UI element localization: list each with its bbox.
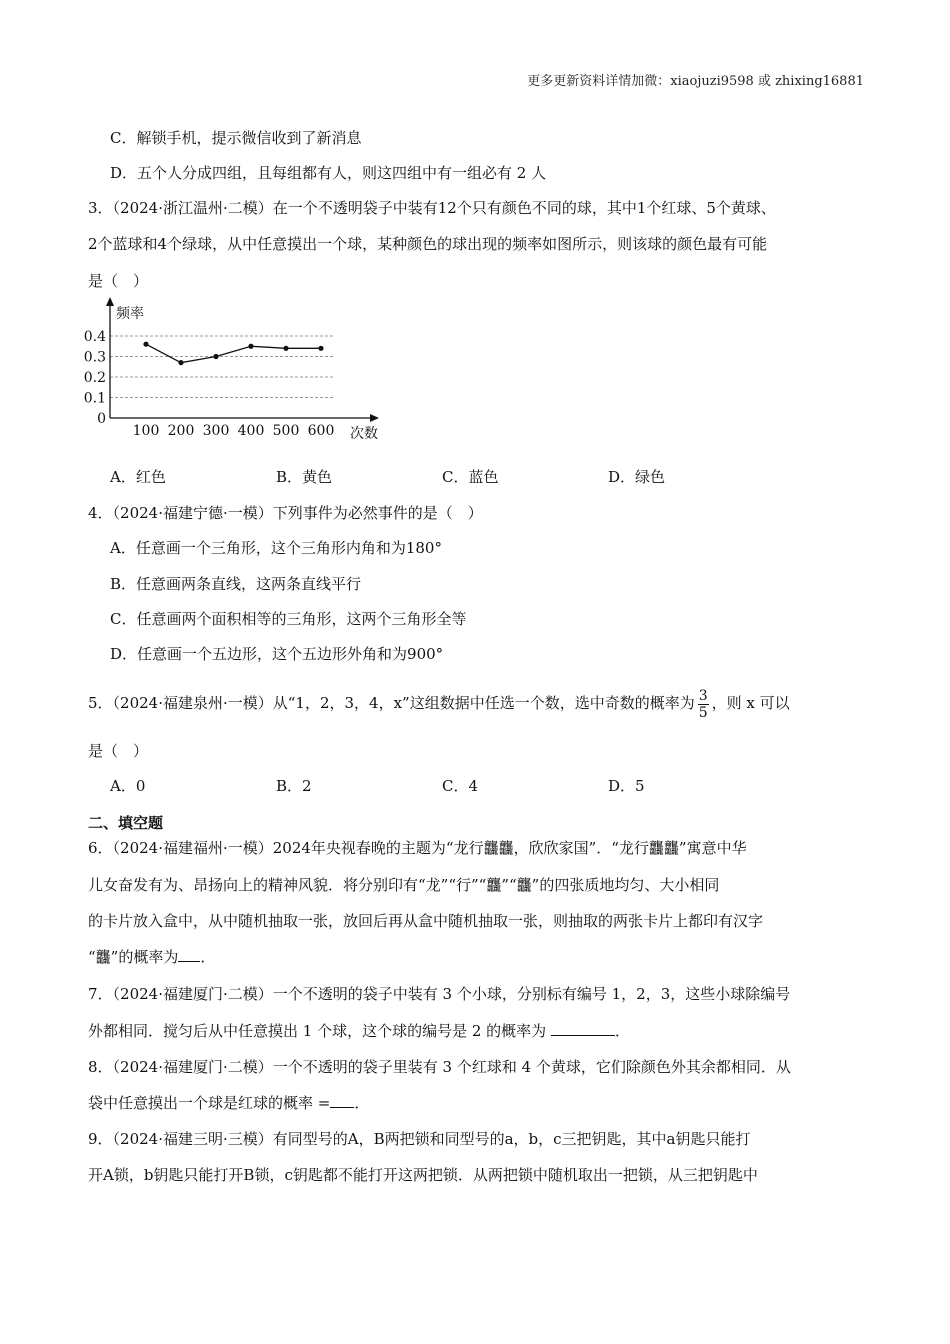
q4-option-a: A．任意画一个三角形，这个三角形内角和为180° xyxy=(110,539,442,557)
q3-option-c: C．蓝色 xyxy=(442,468,499,486)
q3-line2: 2个蓝球和4个绿球，从中任意摸出一个球，某种颜色的球出现的频率如图所示，则该球的颜色最有可能 xyxy=(88,235,768,253)
q4-option-c: C．任意画两个面积相等的三角形，这两个三角形全等 xyxy=(110,610,467,628)
chart-ytick-label: 0.4 xyxy=(83,329,106,345)
chart-data-point xyxy=(318,346,323,351)
q5-fraction xyxy=(698,688,709,721)
q8-line2-end: ． xyxy=(354,1094,370,1112)
q5-stem-before: 5．（2024·福建泉州·一模）从“1，2，3，4，x”这组数据中任选一个数，选中奇数的概率为 xyxy=(88,694,695,712)
q8-line2-text: 袋中任意摸出一个球是红球的概率 = xyxy=(88,1094,331,1112)
header-note: 更多更新资料详情加微：xiaojuzi9598 或 zhixing16881 xyxy=(527,74,864,89)
q8-line1: 8．（2024·福建厦门·二模）一个不透明的袋子里装有 3 个红球和 4 个黄球，它们除颜色外其余都相同．从 xyxy=(88,1058,791,1076)
q8-answer-blank[interactable] xyxy=(330,1093,354,1108)
chart-xtick-label: 400 xyxy=(237,423,265,439)
q7-answer-blank[interactable] xyxy=(551,1021,615,1036)
chart-ytick-label: 0.2 xyxy=(83,370,106,386)
chart-data-point xyxy=(248,344,253,349)
q6-line4 xyxy=(88,946,215,968)
chart-ytick-label: 0.3 xyxy=(83,349,106,366)
q7-line2 xyxy=(88,1020,630,1042)
chart-xtick-label: 600 xyxy=(307,423,335,439)
q9-line2: 开A锁，b钥匙只能打开B锁，c钥匙都不能打开这两把锁．从两把锁中随机取出一把锁，从三把钥匙中 xyxy=(88,1166,758,1184)
q3-option-b: B．黄色 xyxy=(276,468,333,486)
q5-line2: 是（ ） xyxy=(88,742,149,760)
chart-xlabel: 次数 xyxy=(350,426,378,442)
chart-ytick-label: 0 xyxy=(97,411,106,427)
chart-xtick-label: 500 xyxy=(272,423,300,439)
q7-line2-end: ． xyxy=(614,1022,630,1040)
chart-xtick-label: 100 xyxy=(132,423,160,439)
q5-fraction-denominator: 5 xyxy=(698,704,708,721)
q3-option-d: D．绿色 xyxy=(608,468,666,486)
chart-data-point xyxy=(178,360,183,365)
chart-xtick-label: 300 xyxy=(202,423,230,439)
q5-stem-line xyxy=(88,686,790,721)
q4-stem: 4．（2024·福建宁德·一模）下列事件为必然事件的是（ ） xyxy=(88,504,483,522)
chart-ytick-label: 0.1 xyxy=(83,390,106,407)
chart-data-point xyxy=(283,346,288,351)
q5-option-b: B．2 xyxy=(276,777,312,795)
q6-answer-blank[interactable] xyxy=(178,947,200,962)
section-title-fill-in: 二、填空题 xyxy=(88,814,164,832)
chart-y-axis-arrow xyxy=(106,297,114,306)
q3-line3: 是（ ） xyxy=(88,272,149,290)
q2-option-d: D．五个人分成四组，且每组都有人，则这四组中有一组必有 2 人 xyxy=(110,164,547,182)
chart-xtick-label: 200 xyxy=(167,423,195,439)
q6-line2: 儿女奋发有为、昂扬向上的精神风貌．将分别印有“龙”“行”“龘”“龘”的四张质地均匀、大小相同 xyxy=(88,876,720,894)
chart-data-point xyxy=(143,342,148,347)
q5-stem-after: ，则 x 可以 xyxy=(711,694,790,712)
q3-option-a: A．红色 xyxy=(110,468,166,486)
chart-x-axis-arrow xyxy=(370,414,379,422)
q6-line1: 6．（2024·福建福州·一模）2024年央视春晚的主题为“龙行龘龘，欣欣家国”．“龙行龘龘”寓意中华 xyxy=(88,839,747,857)
q6-line3: 的卡片放入盒中，从中随机抽取一张，放回后再从盒中随机抽取一张，则抽取的两张卡片上都印有汉字 xyxy=(88,912,764,930)
frequency-line-chart xyxy=(80,296,400,446)
q6-line4-end: ． xyxy=(200,948,216,966)
q3-line1: 3．（2024·浙江温州·二模）在一个不透明袋子中装有12个只有颜色不同的球，其中1个红球、5个黄球、 xyxy=(88,199,776,217)
q5-option-a: A．0 xyxy=(110,777,146,795)
q2-option-c: C．解锁手机，提示微信收到了新消息 xyxy=(110,129,362,147)
chart-series-line xyxy=(146,344,321,362)
q3-options xyxy=(110,466,774,488)
q8-line2 xyxy=(88,1092,369,1114)
q5-option-d: D．5 xyxy=(608,777,645,795)
q4-option-b: B．任意画两条直线，这两条直线平行 xyxy=(110,575,362,593)
q5-option-c: C．4 xyxy=(442,777,479,795)
chart-ylabel: 频率 xyxy=(116,306,144,322)
chart-data-point xyxy=(213,354,218,359)
q4-option-d: D．任意画一个五边形，这个五边形外角和为900° xyxy=(110,645,444,663)
q9-line1: 9．（2024·福建三明·三模）有同型号的A，B两把锁和同型号的a，b，c三把钥匙，其中a钥匙只能打 xyxy=(88,1130,751,1148)
q7-line1: 7．（2024·福建厦门·二模）一个不透明的袋子中装有 3 个小球，分别标有编号 1，2，3，这些小球除编号 xyxy=(88,985,791,1003)
q6-line4-text: “龘”的概率为 xyxy=(88,948,179,966)
q7-line2-text: 外都相同．搅匀后从中任意摸出 1 个球，这个球的编号是 2 的概率为 xyxy=(88,1022,547,1040)
q5-options xyxy=(110,775,774,797)
q5-fraction-numerator: 3 xyxy=(698,687,708,704)
